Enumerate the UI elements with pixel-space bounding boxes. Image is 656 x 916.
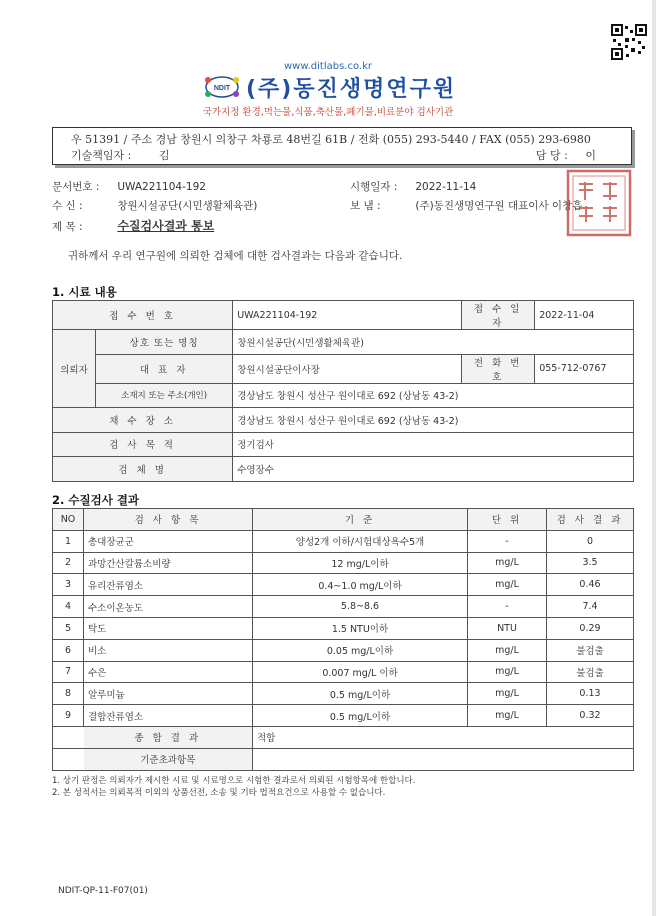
row-item: 결합잔류염소 xyxy=(84,705,253,727)
client-label: 의뢰자 xyxy=(53,330,96,408)
row-item: 과망간산칼륨소비량 xyxy=(84,552,253,574)
staff-value: 이 xyxy=(585,149,596,162)
client-address: 경상남도 창원시 성산구 원이대로 692 (상남동 43-2) xyxy=(233,383,634,408)
overall-label: 종 합 결 과 xyxy=(84,726,253,748)
organization-subtitle: 국가지정 환경,먹는물,식품,축산물,폐기물,비료분야 검사기관 xyxy=(202,107,454,118)
subject: 수질검사결과 통보 xyxy=(117,219,215,233)
sample-info-table xyxy=(52,300,634,482)
row-item: 비소 xyxy=(84,639,253,661)
col-standard: 기 준 xyxy=(253,509,468,531)
table-header-row xyxy=(53,509,634,531)
row-item: 알루미늄 xyxy=(84,683,253,705)
recipient-row xyxy=(52,198,257,213)
address-box xyxy=(52,127,632,165)
purpose-label: 검 사 목 적 xyxy=(53,432,233,457)
row-unit: NTU xyxy=(468,617,547,639)
row-standard: 12 mg/L이하 xyxy=(253,552,468,574)
specimen: 수영장수 xyxy=(233,457,634,482)
staff-info xyxy=(536,147,596,163)
row-no: 3 xyxy=(53,574,84,596)
page-edge xyxy=(652,0,656,916)
row-result: 불검출 xyxy=(547,661,634,683)
row-standard: 0.007 mg/L 이하 xyxy=(253,661,468,683)
sender-label: 보 냄 : xyxy=(350,200,381,212)
purpose: 정기검사 xyxy=(233,432,634,457)
row-unit: - xyxy=(468,596,547,618)
note-2: 2. 본 성적서는 의뢰목적 이외의 상품선전, 소송 및 기타 법적요건으로 사용할 수 없습니다. xyxy=(52,788,386,798)
section1-title: 1. 시료 내용 xyxy=(52,285,117,299)
row-standard: 0.4~1.0 mg/L이하 xyxy=(253,574,468,596)
subject-row xyxy=(52,217,214,234)
table-row xyxy=(53,552,634,574)
row-unit: - xyxy=(468,530,547,552)
table-row xyxy=(53,596,634,618)
exceed-label: 기준초과항목 xyxy=(84,748,253,770)
table-row xyxy=(53,383,634,408)
sender-row xyxy=(350,198,582,213)
official-seal-icon xyxy=(565,168,633,238)
table-row xyxy=(53,748,634,770)
table-row xyxy=(53,330,634,355)
row-unit: mg/L xyxy=(468,705,547,727)
row-unit: mg/L xyxy=(468,574,547,596)
row-result: 7.4 xyxy=(547,596,634,618)
table-row xyxy=(53,617,634,639)
staff-label: 담 당 : xyxy=(535,149,568,162)
col-no: NO xyxy=(53,509,84,531)
table-row xyxy=(53,639,634,661)
overall-result: 적합 xyxy=(253,726,634,748)
company-label: 상호 또는 명칭 xyxy=(96,330,233,355)
receipt-date: 2022-11-04 xyxy=(535,301,634,330)
row-standard: 0.05 mg/L이하 xyxy=(253,639,468,661)
website-url: www.ditlabs.co.kr xyxy=(283,61,372,72)
row-standard: 1.5 NTU이하 xyxy=(253,617,468,639)
phone-label: 전 화 번 호 xyxy=(462,354,535,383)
row-no: 2 xyxy=(53,552,84,574)
qr-code-icon xyxy=(611,24,647,60)
table-row xyxy=(53,661,634,683)
row-result: 0.13 xyxy=(547,683,634,705)
doc-number: UWA221104-192 xyxy=(117,181,206,193)
table-row xyxy=(53,354,634,383)
row-unit: mg/L xyxy=(468,639,547,661)
row-standard: 0.5 mg/L이하 xyxy=(253,705,468,727)
receipt-date-label: 접 수 일 자 xyxy=(462,301,535,330)
subject-label: 제 목 : xyxy=(52,221,83,233)
row-no: 4 xyxy=(53,596,84,618)
section2-title: 2. 수질검사 결과 xyxy=(52,493,140,507)
col-result: 검 사 결 과 xyxy=(547,509,634,531)
row-no: 6 xyxy=(53,639,84,661)
row-no: 9 xyxy=(53,705,84,727)
row-result: 0.46 xyxy=(547,574,634,596)
test-date: 2022-11-14 xyxy=(415,181,477,193)
row-no: 8 xyxy=(53,683,84,705)
table-row xyxy=(53,705,634,727)
exceed-items xyxy=(253,748,634,770)
row-standard: 5.8~8.6 xyxy=(253,596,468,618)
address-label: 소재지 또는 주소(개인) xyxy=(96,383,233,408)
logo-text: NDIT xyxy=(213,85,231,92)
recipient-label: 수 신 : xyxy=(52,200,83,212)
row-item: 탁도 xyxy=(84,617,253,639)
manager-label: 기술책임자 : xyxy=(71,149,132,162)
intro-text: 귀하께서 우리 연구원에 의뢰한 검체에 대한 검사결과는 다음과 같습니다. xyxy=(68,250,403,262)
recipient: 창원시설공단(시민생활체육관) xyxy=(117,200,258,212)
row-unit: mg/L xyxy=(468,661,547,683)
exceed-spacer xyxy=(53,748,84,770)
row-item: 수은 xyxy=(84,661,253,683)
test-date-row xyxy=(350,179,476,194)
row-standard: 양성2개 이하/시험대상욕수5개 xyxy=(253,530,468,552)
row-unit: mg/L xyxy=(468,683,547,705)
company-logo-icon xyxy=(204,75,240,99)
table-row xyxy=(53,457,634,482)
table-row xyxy=(53,574,634,596)
organization-name: (주)동진생명연구원 xyxy=(246,77,457,102)
row-result: 0 xyxy=(547,530,634,552)
row-standard: 0.5 mg/L이하 xyxy=(253,683,468,705)
row-result: 0.32 xyxy=(547,705,634,727)
company: 창원시설공단(시민생활체육관) xyxy=(233,330,634,355)
specimen-label: 검 체 명 xyxy=(53,457,233,482)
rep: 창원시설공단이사장 xyxy=(233,354,462,383)
col-item: 검 사 항 목 xyxy=(84,509,253,531)
phone: 055-712-0767 xyxy=(535,354,634,383)
overall-spacer xyxy=(53,726,84,748)
row-result: 0.29 xyxy=(547,617,634,639)
form-code: NDIT-QP-11-F07(01) xyxy=(58,886,148,896)
staff-line xyxy=(71,147,626,163)
row-result: 불검출 xyxy=(547,639,634,661)
sampling-place: 경상남도 창원시 성산구 원이대로 692 (상남동 43-2) xyxy=(233,408,634,433)
col-unit: 단 위 xyxy=(468,509,547,531)
row-item: 수소이온농도 xyxy=(84,596,253,618)
row-no: 1 xyxy=(53,530,84,552)
test-date-label: 시행일자 : xyxy=(350,181,398,193)
doc-number-label: 문서번호 : xyxy=(52,181,100,193)
row-result: 3.5 xyxy=(547,552,634,574)
table-row xyxy=(53,408,634,433)
row-no: 5 xyxy=(53,617,84,639)
receipt-no-label: 접 수 번 호 xyxy=(53,301,233,330)
row-no: 7 xyxy=(53,661,84,683)
row-item: 유리잔류염소 xyxy=(84,574,253,596)
sender: (주)동진생명연구원 대표이사 이창흡 xyxy=(415,200,583,212)
table-row xyxy=(53,726,634,748)
table-row xyxy=(53,530,634,552)
row-unit: mg/L xyxy=(468,552,547,574)
note-1: 1. 상기 판정은 의뢰자가 제시한 시료 및 시료명으로 시험한 결과로서 의뢰된 시험항목에 한합니다. xyxy=(52,776,416,786)
rep-label: 대 표 자 xyxy=(96,354,233,383)
address-line: 우 51391 / 주소 경남 창원시 의창구 차룡로 48번길 61B / 전화 (055) 293-5440 / FAX (055) 293-6980 xyxy=(71,133,591,146)
results-table xyxy=(52,508,634,771)
table-row xyxy=(53,683,634,705)
doc-number-row xyxy=(52,179,206,194)
row-item: 총대장균군 xyxy=(84,530,253,552)
results-body xyxy=(53,530,634,726)
manager-value: 김 xyxy=(158,149,170,162)
sampling-label: 채 수 장 소 xyxy=(53,408,233,433)
table-row xyxy=(53,301,634,330)
receipt-no: UWA221104-192 xyxy=(233,301,462,330)
table-row xyxy=(53,432,634,457)
